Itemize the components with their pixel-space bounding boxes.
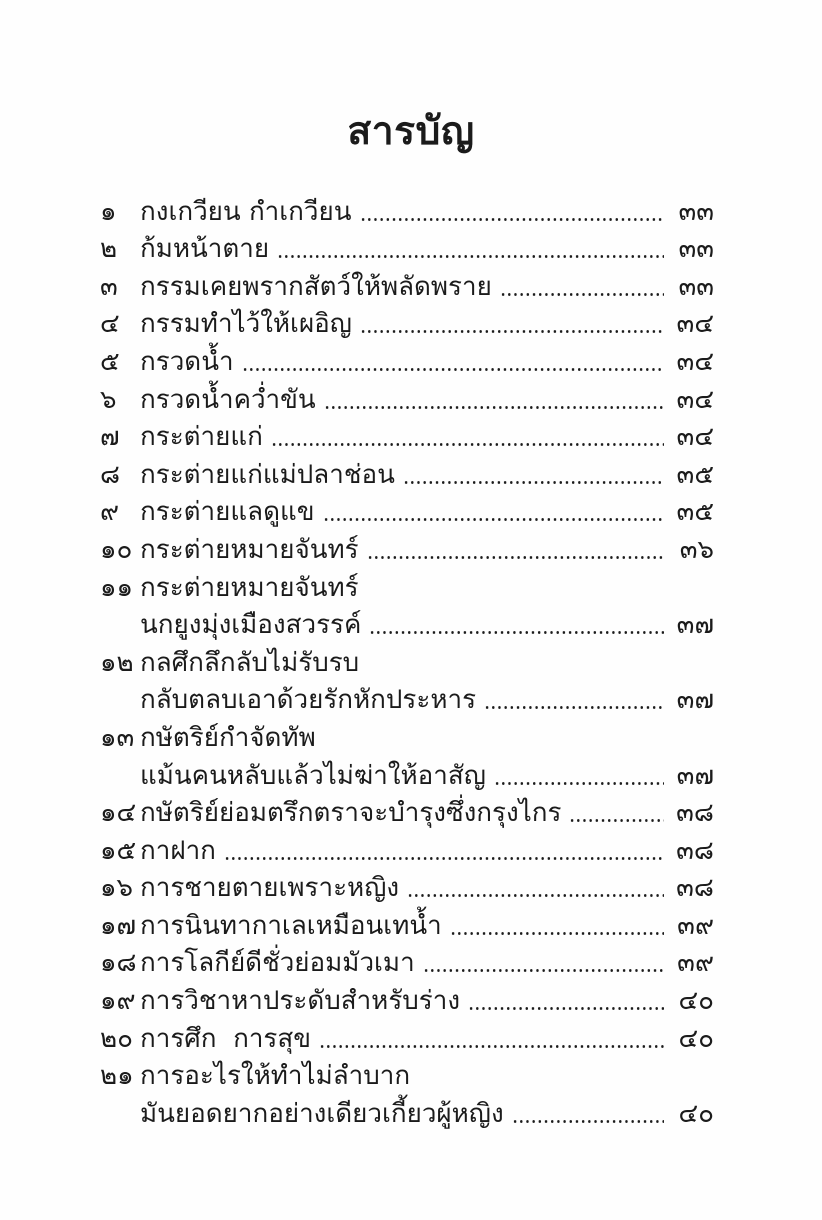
entry-number: ๓ [100,271,118,302]
entry-title: กระต่ายหมายจันทร์ [140,572,359,603]
entry-title: แม้นคนหลับแล้วไม่ฆ่าให้อาสัญ [140,760,486,791]
toc-line [100,794,714,832]
entry-number: ๑๔ [100,798,137,829]
dot-leader [423,969,664,972]
entry-number: ๒ [100,234,118,265]
toc-line [100,418,714,456]
toc-line [100,831,714,869]
toc-line [100,1019,714,1057]
entry-number: ๖ [100,384,117,415]
toc-line [100,944,714,982]
entry-title: การศึก การสุข [140,1023,312,1054]
entry-number: ๑๑ [100,572,134,603]
entry-page-number: ๓๕ [676,459,714,490]
toc-line [100,1094,714,1132]
entry-page-number: ๓๙ [677,948,714,979]
entry-page-number: ๓๘ [676,835,714,866]
entry-title: กงเกวียน กำเกวียน [140,196,352,227]
dot-leader [494,782,664,785]
toc-line [100,267,714,305]
entry-number: ๕ [100,346,120,377]
entry-page-number: ๓๓ [678,271,714,302]
entry-number: ๑๓ [100,722,135,753]
entry-page-number: ๓๘ [676,873,714,904]
dot-leader [407,894,664,897]
toc-line [100,681,714,719]
entry-page-number: ๓๓ [678,196,714,227]
toc-line [100,643,714,681]
entry-number: ๑๗ [100,910,137,941]
entry-number: ๑๙ [100,986,136,1017]
dot-leader [367,556,664,559]
entry-title: การวิชาหาประดับสำหรับร่าง [140,986,461,1017]
entry-title: ก้มหน้าตาย [140,234,270,265]
entry-title: กลศึกลึกลับไม่รับรบ [140,647,360,678]
entry-title: กษัตริย์ย่อมตรึกตราจะบำรุงซึ่งกรุงไกร [140,798,562,829]
entry-title: กลับตลบเอาด้วยรักหักประหาร [140,685,477,716]
page-title: สารบัญ [347,109,475,154]
toc-line [100,981,714,1019]
entry-title: กาฝาก [140,835,216,866]
dot-leader [468,1007,664,1010]
entry-title: กรวดน้ำคว่ำขัน [140,384,316,415]
toc-line [100,718,714,756]
entry-title: กระต่ายแก่แม่ปลาช่อน [140,459,395,490]
dot-leader [242,368,664,371]
entry-title: การนินทากาเลเหมือนเทน้ำ [140,910,442,941]
entry-page-number: ๔๐ [678,986,714,1017]
entry-page-number: ๓๔ [676,309,714,340]
toc-line [100,530,714,568]
dot-leader [403,481,664,484]
dot-leader [323,518,665,521]
toc-line [100,606,714,644]
dot-leader [512,1120,664,1123]
entry-page-number: ๓๓ [678,234,714,265]
entry-number: ๗ [100,422,120,453]
entry-number: ๒๑ [100,1061,134,1092]
entry-page-number: ๓๗ [676,760,714,791]
toc-list [0,192,822,1132]
entry-page-number: ๓๕ [676,497,714,528]
entry-title: กระต่ายหมายจันทร์ [140,534,359,565]
entry-title: กระต่ายแก่ [140,422,263,453]
entry-page-number: ๓๘ [676,798,714,829]
entry-title: การชายตายเพราะหญิง [140,873,400,904]
dot-leader [360,330,664,333]
dot-leader [224,857,664,860]
toc-line [100,192,714,230]
entry-title: กรรมทำไว้ให้เผอิญ [140,309,352,340]
entry-page-number: ๓๔ [676,422,714,453]
entry-title: กรวดน้ำ [140,346,234,377]
toc-line [100,493,714,531]
entry-page-number: ๔๐ [678,1023,714,1054]
toc-line [100,756,714,794]
dot-leader [324,406,664,409]
entry-number: ๑๒ [100,647,134,678]
dot-leader [569,819,664,822]
entry-number: ๑๕ [100,835,137,866]
entry-page-number: ๓๔ [676,346,714,377]
entry-title: นกยูงมุ่งเมืองสวรรค์ [140,610,362,641]
dot-leader [277,255,664,258]
entry-page-number: ๓๔ [676,384,714,415]
dot-leader [484,706,664,709]
dot-leader [500,293,664,296]
toc-line [100,568,714,606]
dot-leader [360,218,664,221]
entry-page-number: ๓๗ [676,610,714,641]
dot-leader [369,631,664,634]
entry-title: มันยอดยากอย่างเดียวเกี้ยวผู้หญิง [140,1098,504,1129]
entry-title: กรรมเคยพรากสัตว์ให้พลัดพราย [140,271,492,302]
toc-line [100,380,714,418]
entry-number: ๑๖ [100,873,134,904]
toc-line [100,305,714,343]
entry-title: การอะไรให้ทำไม่ลำบาก [140,1061,411,1092]
entry-number: ๒๐ [100,1023,134,1054]
dot-leader [271,443,664,446]
entry-title: การโลกีย์ดีชั่วย่อมมัวเมา [140,948,415,979]
toc-line [100,1057,714,1095]
toc-line [100,455,714,493]
toc-line [100,342,714,380]
entry-number: ๑๘ [100,948,137,979]
toc-line [100,230,714,268]
entry-page-number: ๓๗ [676,685,714,716]
entry-number: ๑ [100,196,117,227]
toc-line [100,906,714,944]
toc-line [100,869,714,907]
entry-page-number: ๔๐ [678,1098,714,1129]
dot-leader [450,932,664,935]
entry-title: กษัตริย์กำจัดทัพ [140,722,316,753]
dot-leader [319,1045,664,1048]
entry-page-number: ๓๙ [677,910,714,941]
entry-title: กระต่ายแลดูแข [140,497,315,528]
entry-number: ๑๐ [100,534,133,565]
entry-page-number: ๓๖ [679,534,714,565]
entry-number: ๙ [100,497,120,528]
entry-number: ๔ [100,309,120,340]
entry-number: ๘ [100,459,121,490]
